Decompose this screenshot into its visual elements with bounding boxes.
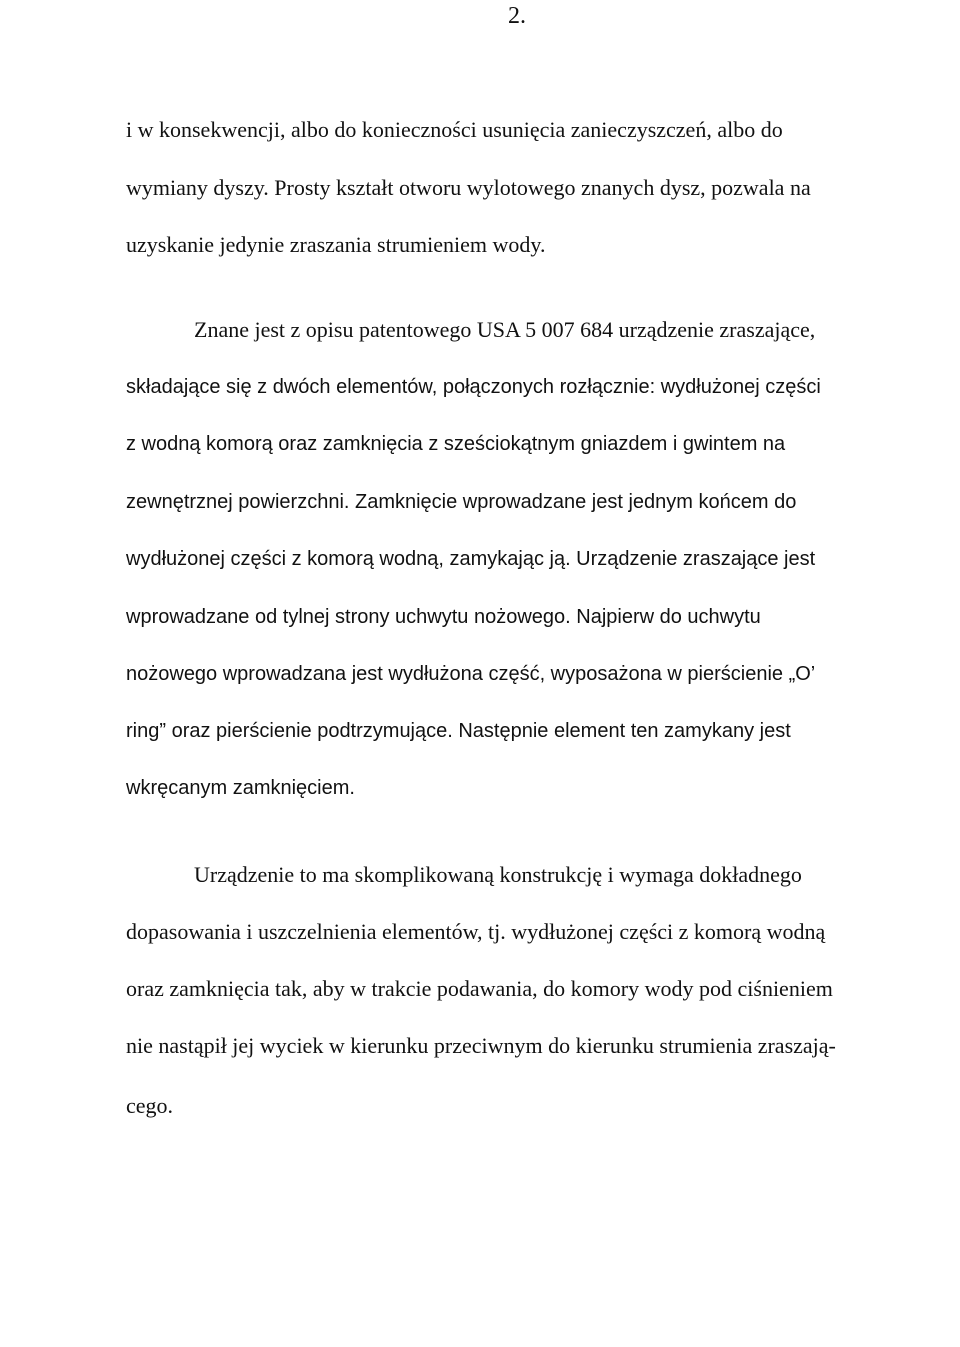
text-line: nożowego wprowadzana jest wydłużona część, wyposażona w pierścienie „O’: [126, 663, 816, 685]
text-line: uzyskanie jedynie zraszania strumieniem wody.: [126, 232, 546, 257]
text-line: cego.: [126, 1093, 174, 1118]
text-line: nie nastąpił jej wyciek w kierunku przeciwnym do kierunku strumienia zraszają-: [126, 1033, 836, 1058]
text-line: ring” oraz pierścienie podtrzymujące. Następnie element ten zamykany jest: [126, 720, 791, 742]
page-number: 2.: [508, 3, 526, 29]
text-line: Urządzenie to ma skomplikowaną konstrukcję i wymaga dokładnego: [194, 862, 802, 887]
text-line: i w konsekwencji, albo do konieczności usunięcia zanieczyszczeń, albo do: [126, 117, 783, 142]
text-line: oraz zamknięcia tak, aby w trakcie podawania, do komory wody pod ciśnieniem: [126, 976, 833, 1001]
text-line: Znane jest z opisu patentowego USA 5 007 684 urządzenie zraszające,: [194, 317, 816, 342]
text-line: wymiany dyszy. Prosty kształt otworu wylotowego znanych dysz, pozwala na: [126, 175, 811, 200]
text-line: składające się z dwóch elementów, połączonych rozłącznie: wydłużonej części: [126, 376, 821, 398]
text-line: wkręcanym zamknięciem.: [126, 777, 355, 799]
text-line: dopasowania i uszczelnienia elementów, tj. wydłużonej części z komorą wodną: [126, 919, 826, 944]
text-line: wydłużonej części z komorą wodną, zamykając ją. Urządzenie zraszające jest: [126, 548, 816, 570]
text-line: wprowadzane od tylnej strony uchwytu nożowego. Najpierw do uchwytu: [126, 606, 761, 628]
text-line: zewnętrznej powierzchni. Zamknięcie wprowadzane jest jednym końcem do: [126, 491, 797, 513]
text-line: z wodną komorą oraz zamknięcia z sześciokątnym gniazdem i gwintem na: [126, 433, 786, 455]
